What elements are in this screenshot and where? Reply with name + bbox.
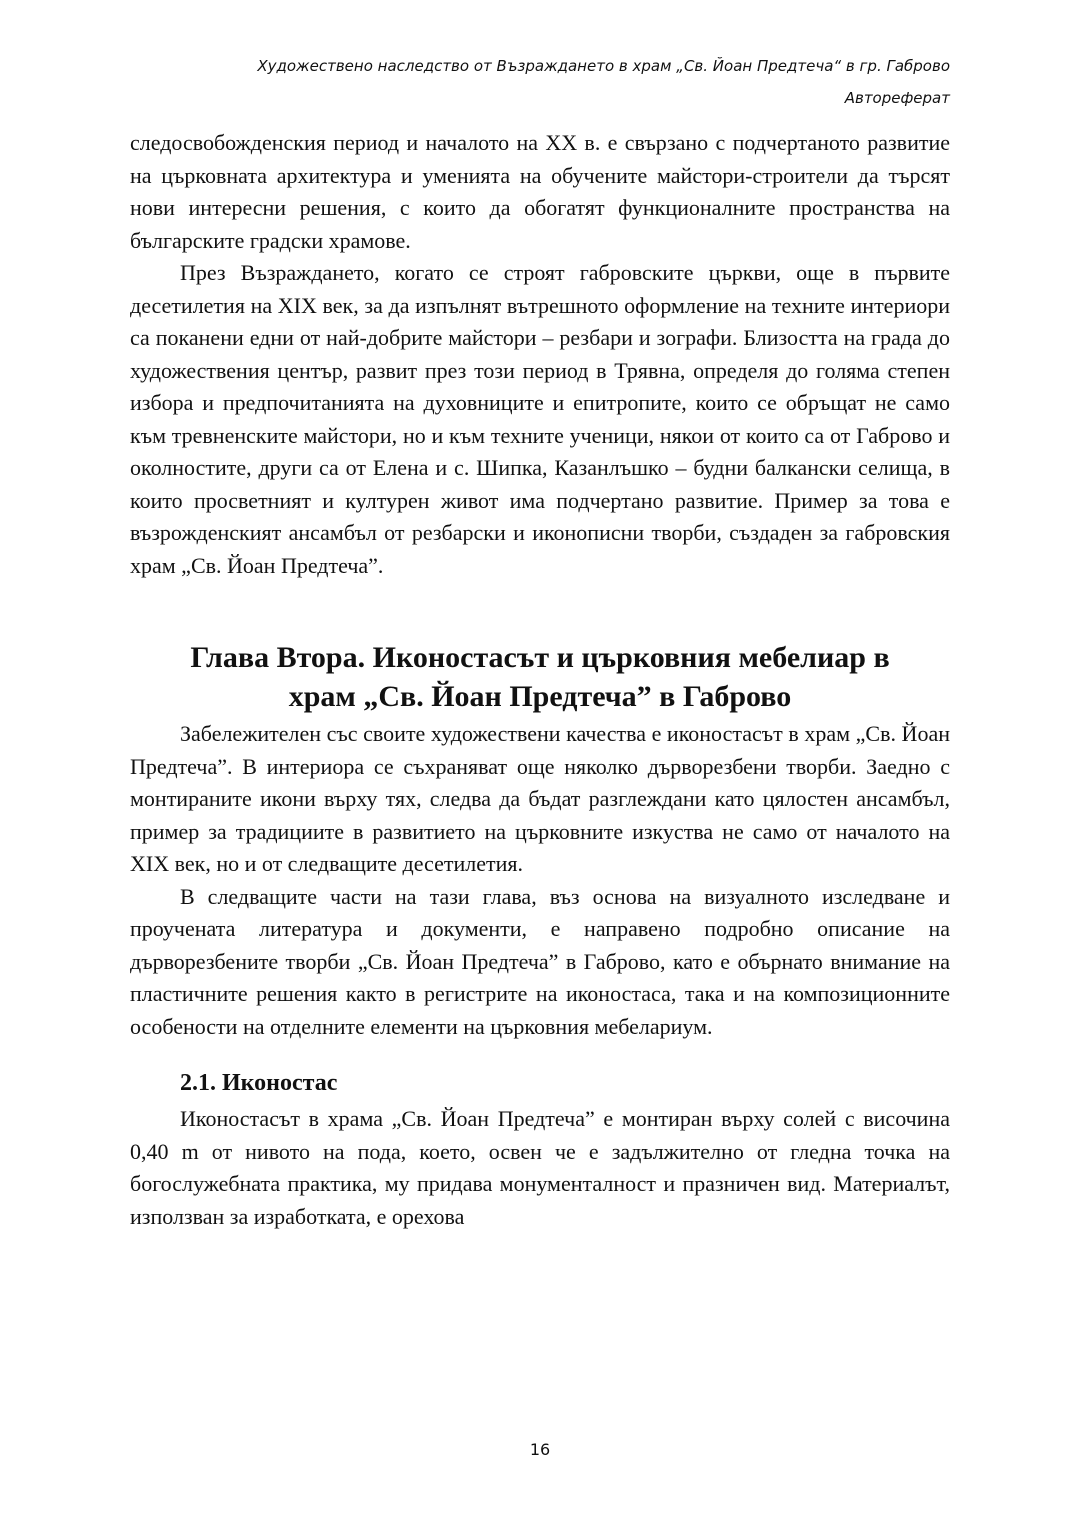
section-title: 2.1. Иконостас: [180, 1070, 338, 1096]
header-subtitle: Автореферат: [844, 89, 950, 107]
header-title: Художествено наследство от Възраждането в храм „Св. Йоан Предтеча“ в гр. Габрово: [257, 57, 950, 75]
paragraph-chapter-scope: В следващите части на тази глава, въз основа на визуалното изследване и проучената литература и документи, е направено подробно описание на дърворезбените творби „Св. Йоан Предтеча” в Габрово, като е обърнато внимание на пластичните решения както в регистрите на иконостаса, така и на композиционните особености на отделните елементи на църковния мебелариум.: [130, 883, 950, 1039]
document-body: [130, 127, 950, 1233]
chapter-title-line-1: Глава Втора. Иконостасът и църковния мебелиар в: [190, 641, 890, 674]
paragraph-continued: следосвобожденския период и началото на XX в. е свързано с подчертаното развитие на църковната архитектура и уменията на обучените майстори-строители да търсят нови интересни решения, с които да обогатят функционалните пространства на българските градски храмове.: [130, 130, 950, 253]
paragraph-iconostasis-description: Иконостасът в храма „Св. Йоан Предтеча” е монтиран върху солей с височина 0,40 m от нивото на пода, което, освен че е задължително от гледна точка на богослужебната практика, му придава монументалност и празничен вид. Материалът, използван за изработката, е орехова: [130, 1106, 950, 1229]
page-number: 16: [529, 1440, 551, 1459]
running-header: [130, 50, 950, 114]
chapter-title: [130, 638, 950, 716]
paragraph-iconostasis-intro: Забележителен със своите художествени качества е иконостасът в храм „Св. Йоан Предтеча”. В интериора се съхраняват още няколко дърворезбени творби. Заедно с монтираните икони върху тях, следва да бъдат разглеждани като цялостен ансамбъл, пример за традициите в развитието на църковните изкуства не само от началото на XIX век, но и от следващите десетилетия.: [130, 721, 950, 876]
chapter-title-line-2: храм „Св. Йоан Предтеча” в Габрово: [288, 680, 792, 713]
paragraph-revival-period: През Възраждането, когато се строят габровските църкви, още в първите десетилетия на XIX век, за да изпълнят вътрешното оформление на техните интериори са поканени едни от най-добрите майстори – резбари и зографи. Близостта на града до художествения център, развит през този период в Трявна, определя до голяма степен избора и предпочитанията на духовниците и епитропите, които се обръщат не само към тревненските майстори, но и към техните ученици, някои от които са от Габрово и околностите, други са от Елена и с. Шипка, Казанлъшко – будни балкански селища, в които просветният и културен живот има подчертано развитие. Пример за това е възрожденският ансамбъл от резбарски и иконописни творби, създаден за габровския храм „Св. Йоан Предтеча”.: [130, 260, 950, 578]
